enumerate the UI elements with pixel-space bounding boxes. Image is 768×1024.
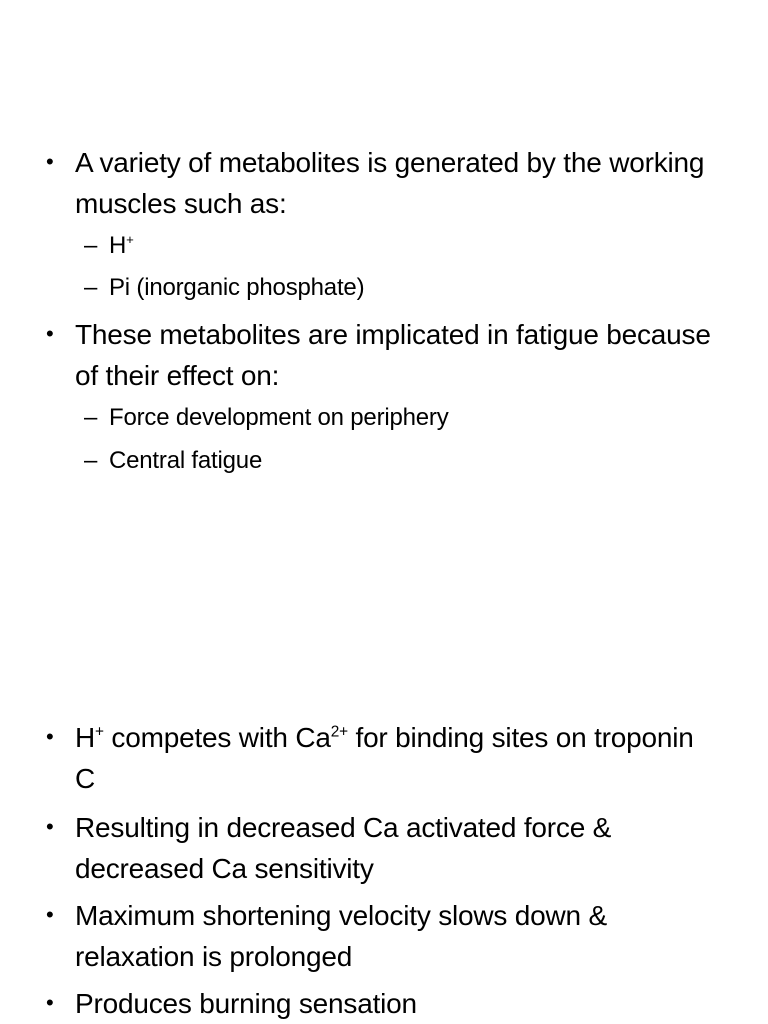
sub-bullet-text: Force development on periphery [109,404,449,431]
sub-bullet-text: H+ [109,232,134,259]
bullet-dot: • [46,321,54,346]
bullet-metabolites-generated [0,142,720,224]
bullet-dot: • [46,814,54,839]
sub-bullet-dash: – [84,232,98,259]
bullet-dot: • [46,990,54,1015]
bullet-text: Produces burning sensation [75,988,417,1019]
bullet-burning-sensation [0,983,720,1024]
sub-bullet-dash: – [84,404,98,431]
sub-bullet-h-plus [0,231,720,261]
sub-bullet-central-fatigue [0,446,720,476]
sub-bullet-pi [0,273,720,303]
bullet-text: Resulting in decreased Ca activated force & decreased Ca sensitivity [75,812,612,884]
bullet-metabolites-implicated [0,314,720,396]
bullet-dot: • [46,724,54,749]
bullet-text: Maximum shortening velocity slows down & relaxation is prolonged [75,900,607,972]
bullet-dot: • [46,149,54,174]
sub-bullet-text: Central fatigue [109,447,263,474]
bullet-text: H+ competes with $Ca^{2+}$ for binding sites on troponin C [75,722,694,794]
sub-bullet-dash: – [84,274,98,301]
sub-bullet-force-development [0,403,720,433]
bullet-decreased-force [0,807,720,889]
slide-2 [0,512,768,1024]
bullet-shortening-velocity [0,895,720,977]
bullet-dot: • [46,902,54,927]
bullet-text: These metabolites are implicated in fatigue because of their effect on: [75,319,711,391]
bullet-text: A variety of metabolites is generated by the working muscles such as: [75,147,705,219]
sub-bullet-text: Pi (inorganic phosphate) [109,274,365,301]
sub-bullet-dash: – [84,447,98,474]
bullet-h-competes [0,717,720,799]
